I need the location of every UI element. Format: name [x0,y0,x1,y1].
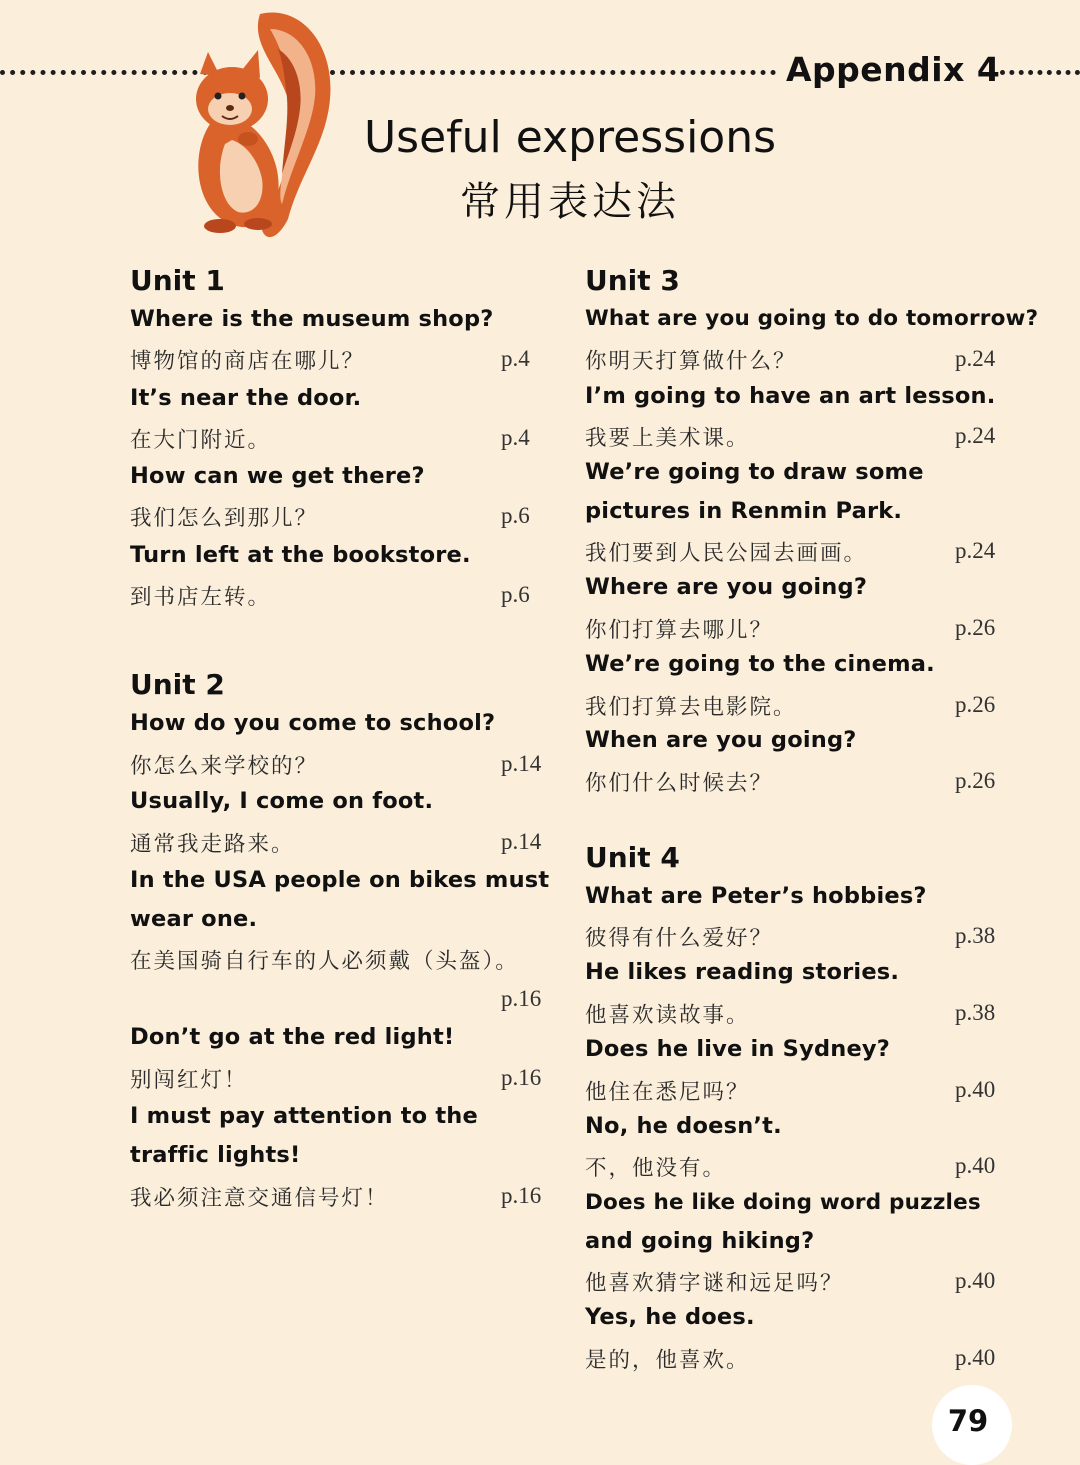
expression-english: Usually, I come on foot. [130,788,434,814]
expression-english: No, he doesn’t. [585,1113,782,1139]
expression-chinese: 在大门附近。 [130,428,272,453]
expression-english: How can we get there? [130,463,425,489]
expression-chinese: 你明天打算做什么？ [585,349,797,374]
expression-chinese: 我们打算去电影院。 [585,695,797,720]
expression-english: I’m going to have an art lesson. [585,383,996,409]
expression-chinese: 他喜欢读故事。 [585,1003,750,1028]
expression-chinese: 你们什么时候去？ [585,771,774,796]
page-reference: p.16 [501,1183,542,1208]
expression-english-continued: wear one. [130,906,258,932]
expression-chinese: 我们要到人民公园去画画。 [585,541,868,566]
squirrel-icon [170,4,340,249]
expression-english: What are you going to do tomorrow? [585,306,1039,331]
expression-english: In the USA people on bikes must [130,867,550,893]
dotted-rule-middle [330,70,776,75]
page-reference: p.4 [501,346,530,371]
unit-title: Unit 2 [130,668,225,701]
expression-chinese: 他住在悉尼吗？ [585,1080,750,1105]
expression-chinese: 你们打算去哪儿？ [585,618,774,643]
appendix-label: Appendix 4 [786,50,1001,89]
expression-english-continued: and going hiking? [585,1228,815,1254]
page-reference: p.26 [955,692,996,717]
page-reference: p.24 [955,346,996,371]
expression-english: Turn left at the bookstore. [130,542,471,568]
expression-english: How do you come to school? [130,710,496,736]
page-reference: p.14 [501,829,542,854]
expression-english: Yes, he does. [585,1304,755,1330]
page-reference: p.6 [501,582,530,607]
expression-english: We’re going to draw some [585,459,924,485]
expression-chinese: 我必须注意交通信号灯！ [130,1186,389,1211]
expression-chinese: 到书店左转。 [130,585,272,610]
expression-english-continued: pictures in Renmin Park. [585,498,903,524]
page-reference: p.40 [955,1268,996,1293]
expression-english: He likes reading stories. [585,959,900,985]
page-reference: p.26 [955,615,996,640]
expression-chinese: 我要上美术课。 [585,426,750,451]
page-title: Useful expressions [363,112,777,163]
page-number: 79 [947,1404,989,1438]
expression-english: It’s near the door. [130,385,362,411]
expression-chinese: 他喜欢猜字谜和远足吗？ [585,1271,844,1296]
page-reference: p.16 [501,986,542,1011]
page-reference: p.14 [501,751,542,776]
expression-chinese: 彼得有什么爱好？ [585,926,774,951]
expression-chinese: 博物馆的商店在哪儿？ [130,349,366,374]
expression-english: We’re going to the cinema. [585,651,935,677]
expression-english-continued: traffic lights! [130,1142,301,1168]
unit-title: Unit 1 [130,264,225,297]
page-reference: p.26 [955,768,996,793]
expression-chinese: 我们怎么到那儿？ [130,506,319,531]
unit-title: Unit 3 [585,264,680,297]
page-reference: p.40 [955,1153,996,1178]
expression-chinese: 你怎么来学校的？ [130,754,319,779]
page-reference: p.24 [955,538,996,563]
expression-english: Don’t go at the red light! [130,1024,455,1050]
expression-chinese: 不，他没有。 [585,1156,727,1181]
expression-chinese: 在美国骑自行车的人必须戴（头盔）。 [130,949,519,974]
expression-english: I must pay attention to the [130,1103,478,1129]
page-reference: p.24 [955,423,996,448]
page-title-chinese: 常用表达法 [460,179,680,225]
page-reference: p.4 [501,425,530,450]
expression-english: Where is the museum shop? [130,306,494,332]
page-reference: p.38 [955,1000,996,1025]
expression-english: When are you going? [585,727,857,753]
expression-chinese: 通常我走路来。 [130,832,295,857]
expression-chinese: 是的，他喜欢。 [585,1348,750,1373]
expression-english: What are Peter’s hobbies? [585,883,927,909]
page-reference: p.40 [955,1345,996,1370]
page-reference: p.16 [501,1065,542,1090]
page-reference: p.40 [955,1077,996,1102]
expression-chinese: 别闯红灯！ [130,1068,248,1093]
expression-english: Does he live in Sydney? [585,1036,891,1062]
unit-title: Unit 4 [585,841,680,874]
dotted-rule-right [1000,70,1080,75]
page-reference: p.38 [955,923,996,948]
page-reference: p.6 [501,503,530,528]
expression-english: Does he like doing word puzzles [585,1190,981,1215]
expression-english: Where are you going? [585,574,868,600]
